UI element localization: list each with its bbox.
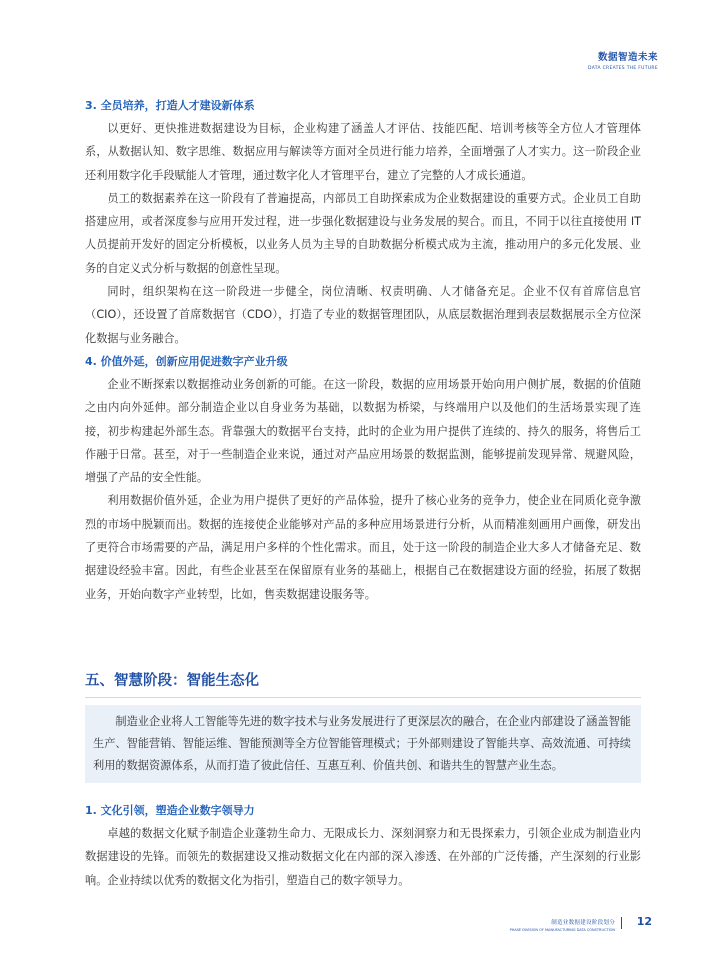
chapter-divider [85,697,641,698]
section-5-1 [85,804,641,892]
footer-subtitle: PHASE DIVISION OF MANUFACTURING DATA CONSTRUCTION [509,928,615,932]
footer-title: 制造业数据建设阶段划分 [551,920,615,926]
paragraph: 卓越的数据文化赋予制造企业蓬勃生命力、无限成长力、深刻洞察力和无畏探索力，引领企业成为制造业内数据建设的先锋。而领先的数据建设又推动数据文化在内部的深入渗透、在外部的广泛传播，产生深刻的行业影响。企业持续以优秀的数据文化为指引，塑造自己的数字领导力。 [85,827,641,887]
chapter-title: 五、智慧阶段：智能生态化 [85,673,259,689]
section-4-heading: 4. 价值外延，创新应用促进数字产业升级 [85,355,288,368]
footer-divider [621,917,622,929]
header-subtitle: DATA CREATES THE FUTURE [588,66,658,71]
footer-doc-title [510,918,615,932]
section-5-1-heading: 1. 文化引领，塑造企业数字领导力 [85,804,255,817]
paragraph: 以更好、更快推进数据建设为目标，企业构建了涵盖人才评估、技能匹配、培训考核等全方位人才管理体系，从数据认知、数字思维、数据应用与解读等方面对全员进行能力培养，全面增强了人才实力。这一阶段企业还利用数字化手段赋能人才管理，通过数字化人才管理平台，建立了完整的人才成长通道。 [85,122,641,182]
chapter-callout [85,705,641,783]
paragraph: 利用数据价值外延，企业为用户提供了更好的产品体验，提升了核心业务的竞争力，使企业在同质化竞争激烈的市场中脱颖而出。数据的连接使企业能够对产品的多种应用场景进行分析，从而精准刻画用户画像，研发出了更符合市场需要的产品，满足用户多样的个性化需求。而且，处于这一阶段的制造企业大多人才储备充足、数据建设经验丰富。因此，有些企业甚至在保留原有业务的基础上，根据自己在数据建设方面的经验，拓展了数据业务，开始向数字产业转型，比如，售卖数据建设服务等。 [85,494,641,601]
page-number: 12 [636,915,652,928]
callout-text: 制造业企业将人工智能等先进的数字技术与业务发展进行了更深层次的融合，在企业内部建设了涵盖智能生产、智能营销、智能运维、智能预测等全方位智能管理模式；于外部则建设了智能共享、高效流通、可持续利用的数据资源体系，从而打造了彼此信任、互惠互利、价值共创、和谐共生的智慧产业生态。 [93,715,631,772]
paragraph: 企业不断探索以数据推动业务创新的可能。在这一阶段，数据的应用场景开始向用户侧扩展，数据的价值随之由内向外延伸。部分制造企业以自身业务为基础，以数据为桥梁，与终端用户以及他们的生活场景实现了连接，初步构建起外部生态。背靠强大的数据平台支持，此时的企业为用户提供了连续的、持久的服务，将售后工作融于日常。甚至，对于一些制造企业来说，通过对产品应用场景的数据监测，能够提前发现异常、规避风险，增强了产品的安全性能。 [85,378,641,485]
paragraph: 员工的数据素养在这一阶段有了普遍提高，内部员工自助探索成为企业数据建设的重要方式。企业员工自助搭建应用，或者深度参与应用开发过程，进一步强化数据建设与业务发展的契合。而且，不同于以往直接使用 IT 人员提前开发好的固定分析模板，以业务人员为主导的自助数据分析模式成为主流，推动用户的多元化发展、业务的自定义式分析与数据的创意性呈现。 [85,191,641,275]
header-title: 数据智造未来 [597,52,658,63]
section-3-heading: 3. 全员培养，打造人才建设新体系 [85,99,255,112]
section-3 [85,99,641,350]
paragraph: 同时，组织架构在这一阶段进一步健全，岗位清晰、权责明确、人才储备充足。企业不仅有首席信息官（CIO），还设置了首席数据官（CDO），打造了专业的数据管理团队，从底层数据治理到表层数据展示全方位深化数据与业务融合。 [85,285,641,345]
page-header [588,49,658,71]
section-4 [85,355,641,606]
